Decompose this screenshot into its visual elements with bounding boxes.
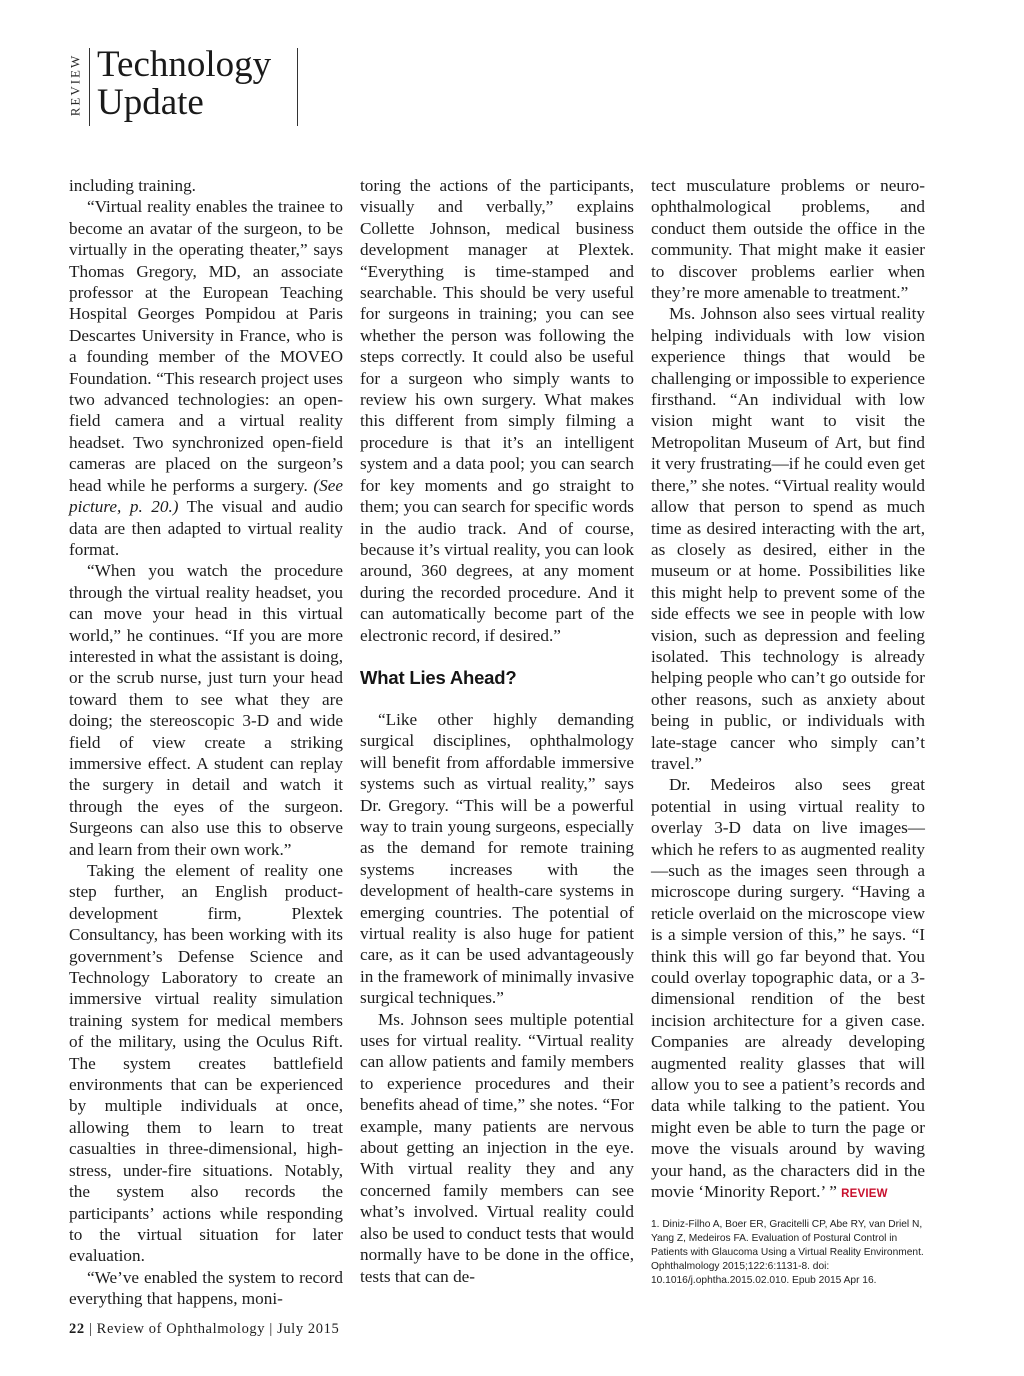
- article-column-3: [651, 175, 925, 1288]
- footnotes: [651, 1218, 925, 1288]
- masthead-divider-right: [297, 48, 298, 126]
- footnote-reference-1: 1. Diniz-Filho A, Boer ER, Gracitelli CP, Abe RY, van Driel N, Yang Z, Medeiros FA. Evaluation of Postural Control in Patients with Glaucoma Using a Virtual Reality Environment. Ophthalmology 2015;122:6:1131-8. doi: 10.1016/j.ophtha.2015.02.010. Epub 2015 Apr 16.: [651, 1218, 924, 1286]
- paragraph: “We’ve enabled the system to record everything that happens, moni-: [69, 1267, 343, 1309]
- paragraph: Ms. Johnson sees multiple potential uses for virtual reality. “Virtual reality can allow patients and family members to experience procedures and their benefits ahead of time,” she notes. “For example, many patients are nervous about getting an injection in the eye. With virtual reality they and any concerned family members can see what’s involved. Virtual reality could also be used to conduct tests that would normally have to be done in the office, tests that can de-: [360, 1009, 634, 1286]
- paragraph: “Like other highly demanding surgical disciplines, ophthalmology will benefit from affordable immersive systems such as virtual reality,” says Dr. Gregory. “This will be a powerful way to train young surgeons, especially as the demand for remote training systems increases with the development of health-care systems in emerging countries. The potential of virtual reality is also huge for patient care, as it can be used advantageously in the framework of minimally invasive surgical techniques.”: [360, 709, 634, 1008]
- review-end-mark: REVIEW: [841, 1188, 888, 1201]
- issue-date: July 2015: [277, 1321, 340, 1337]
- section-title-line1: Technology: [97, 44, 272, 85]
- footer-separator: |: [88, 1321, 97, 1337]
- article-column-1: [69, 175, 343, 1310]
- paragraph: toring the actions of the participants, visually and verbally,” explains Collette Johnson, medical business development manager at Plextek. “Everything is time-stamped and searchable. This should be very useful for surgeons in training; you can see whether the person was following the steps correctly. It could also be useful for a surgeon who simply wants to review his own surgery. What makes this different from simply filming a procedure is that it’s an intelligent system and a data pool; you can search for key moments and go straight to them; you can search for specific words in the audio track. And of course, because it’s virtual reality, you can look around, 360 degrees, at any moment during the recorded procedure. And it can automatically become part of the electronic record, if desired.”: [360, 176, 634, 645]
- subheading: What Lies Ahead?: [360, 666, 517, 688]
- article-column-2: [360, 175, 634, 1287]
- section-title: [97, 46, 271, 122]
- page-number: 22: [69, 1321, 85, 1337]
- paragraph: tect musculature problems or neuro-ophthalmological problems, and conduct them outside the office in the community. That might make it easier to discover problems earlier when they’re more amenable to treatment.”: [651, 176, 925, 303]
- paragraph: Dr. Medeiros also sees great potential in using virtual reality to overlay 3-D data on live images—which he refers to as augmented reality—such as the images seen through a microscope during surgery. “Having a reticle overlaid on the microscope view is a simple version of this,” he says. “I think this will go far beyond that. You could overlay topographic data, or a 3-dimensional rendition of the best incision architecture for a given case. Companies are already developing augmented reality glasses that will allow you to see a patient’s records and data while talking to the patient. You might even be able to turn the page or move the visuals around by waving your hand, as the characters did in the movie ‘Minority Report.’ ” REVIEW: [651, 775, 925, 1202]
- paragraph: Ms. Johnson also sees virtual reality helping individuals with low vision experience things that would be challenging or impossible to experience firsthand. “An individual with low vision might want to visit the Metropolitan Museum of Art, but find it very frustrating—if he could even get there,” she notes. “Virtual reality would allow that person to spend as much time as desired interacting with the art, as closely as desired, either in the museum or at home. Possibilities like this might help to prevent some of the side effects we see in people with low vision, such as depression and feeling isolated. This technology is already helping people who can’t go outside for other reasons, such as anxiety about being in public, or individuals with late-stage cancer who simply can’t travel.”: [651, 304, 925, 773]
- masthead-divider-left: [89, 48, 90, 126]
- paragraph: including training.: [69, 176, 196, 195]
- section-title-line2: Update: [97, 82, 204, 123]
- paragraph: “Virtual reality enables the trainee to become an avatar of the surgeon, to be virtually in the operating theater,” says Thomas Gregory, MD, an associate professor at the European Teaching Hospital Georges Pompidou at Paris Descartes University in France, who is a founding member of the MOVEO Foundation. “This research project uses two advanced technologies: an open-field camera and a virtual reality headset. Two synchronized open-field cameras are placed on the surgeon’s head while he performs a surgery. (See picture, p. 20.) The visual and audio data are then adapted to virtual reality format.: [69, 197, 343, 559]
- paragraph: “When you watch the procedure through the virtual reality headset, you can move your head in this virtual world,” he continues. “If you are more interested in what the assistant is doing, or the scrub nurse, just turn your head toward them to see what they are doing; the stereoscopic 3-D and wide field of view create a striking immersive effect. A student can replay the surgery in detail and watch it through the eyes of the surgeon. Surgeons can also use this to observe and learn from their own work.”: [69, 561, 343, 859]
- page-footer: [69, 1321, 339, 1338]
- footer-separator: |: [269, 1321, 278, 1337]
- publication-name: Review of Ophthalmology: [96, 1321, 266, 1337]
- paragraph: Taking the element of reality one step further, an English product-development firm, Plextek Consultancy, has been working with its government’s Defense Science and Technology Laboratory to create an immersive virtual reality simulation training system for medical members of the military, using the Oculus Rift. The system creates battlefield environments that can be experienced by multiple individuals at once, allowing them to learn to treat casualties in three-dimensional, high-stress, under-fire situations. Notably, the system also records the participants’ actions while responding to the virtual situation for later evaluation.: [69, 861, 343, 1266]
- figure-reference: (See picture, p. 20.): [69, 475, 343, 517]
- section-kicker: REVIEW: [67, 53, 83, 117]
